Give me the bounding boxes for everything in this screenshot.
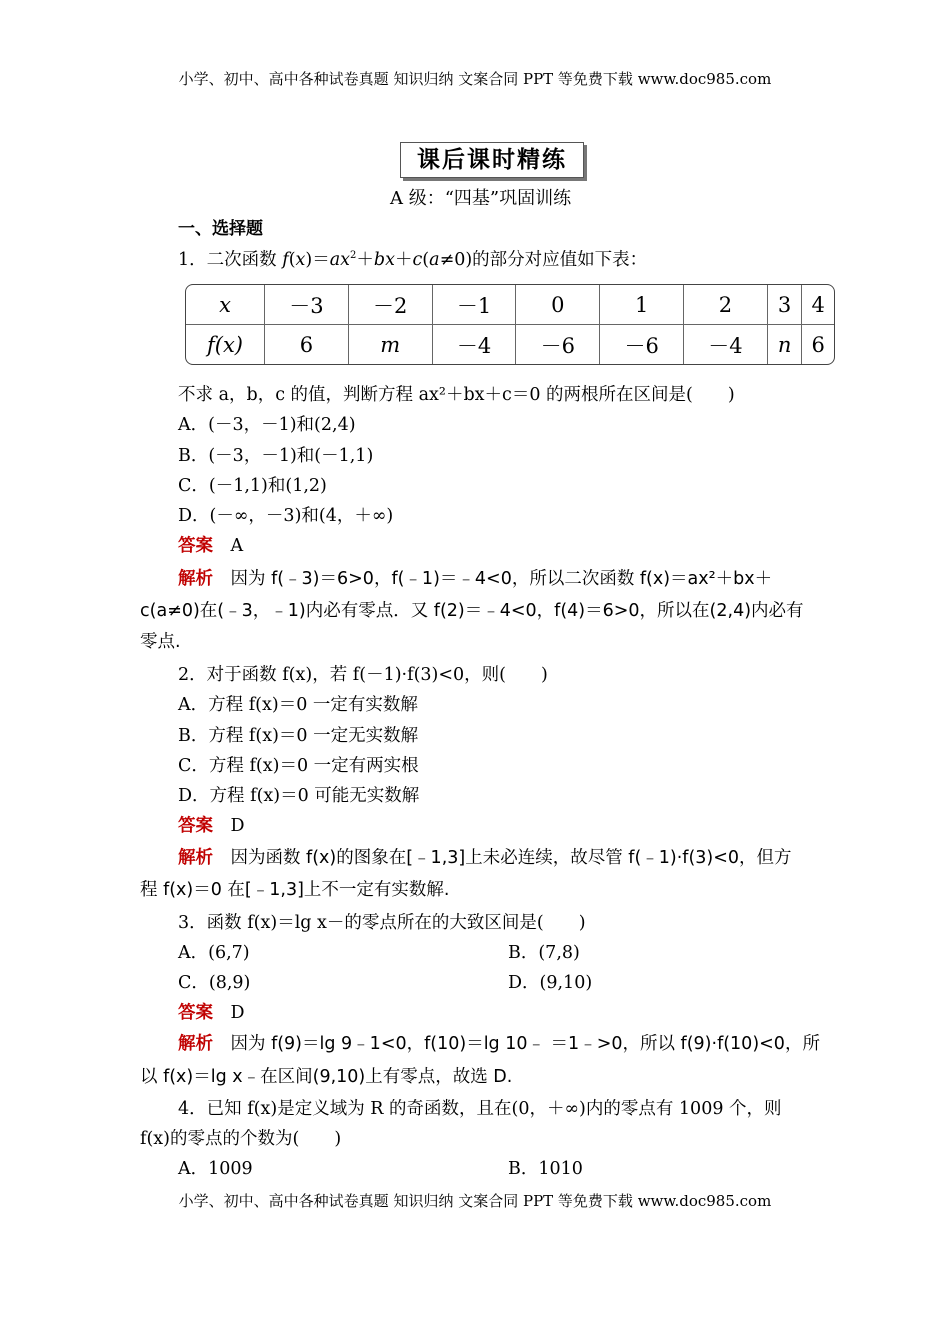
- q2-analysis-line-1: [178, 843, 792, 873]
- table-cell: 3: [768, 285, 802, 325]
- q1-analysis-line-1: [178, 564, 772, 594]
- q1-analysis-line-3: 零点.: [140, 632, 181, 652]
- q1-answer-value: A: [230, 536, 244, 556]
- q3-option-b: B．(7,8): [508, 943, 580, 963]
- q2-stem: 2．对于函数 f(x)，若 f(－1)·f(3)<0，则( ): [178, 665, 548, 685]
- table-cell: －3: [265, 285, 349, 325]
- analysis-label: 解析: [178, 569, 213, 589]
- q1-option-c: C．(－1,1)和(1,2): [178, 476, 327, 496]
- q2-option-a: A．方程 f(x)＝0 一定有实数解: [178, 695, 418, 715]
- q2-answer-value: D: [230, 816, 245, 836]
- table-cell: m: [349, 325, 433, 364]
- q3-option-a: A．(6,7): [178, 943, 250, 963]
- q2-option-c: C．方程 f(x)＝0 一定有两实根: [178, 756, 419, 776]
- table-header-fx: f(x): [186, 325, 265, 364]
- table-cell: －2: [349, 285, 433, 325]
- table-cell: 4: [802, 285, 834, 325]
- q3-answer-value: D: [230, 1003, 245, 1023]
- q2-option-d: D．方程 f(x)＝0 可能无实数解: [178, 786, 420, 806]
- q3-answer: [178, 998, 245, 1028]
- analysis-label: 解析: [178, 848, 213, 868]
- q1-question: 不求 a，b，c 的值，判断方程 ax²＋bx＋c＝0 的两根所在区间是( ): [178, 385, 735, 405]
- table-row-fx: [186, 325, 834, 364]
- q4-option-a: A．1009: [178, 1159, 253, 1179]
- table-cell: n: [768, 325, 802, 364]
- subtitle: A 级：“四基”巩固训练: [390, 188, 572, 209]
- q2-analysis-line-2: 程 f(x)＝0 在[﹣1,3]上不一定有实数解.: [140, 880, 450, 900]
- q3-analysis-line-2: 以 f(x)＝lg x﹣在区间(9,10)上有零点，故选 D.: [140, 1067, 513, 1087]
- q1-value-table: [185, 284, 835, 365]
- table-cell: －6: [516, 325, 600, 364]
- section-heading: 一、选择题: [178, 219, 263, 239]
- q2-answer: [178, 811, 245, 841]
- q3-option-c: C．(8,9): [178, 973, 251, 993]
- analysis-label: 解析: [178, 1034, 213, 1054]
- table-cell: －1: [433, 285, 517, 325]
- section-title-box: 课后课时精练: [400, 142, 584, 178]
- q4-stem-line-2: f(x)的零点的个数为( ): [140, 1129, 342, 1149]
- table-row-x: [186, 285, 834, 325]
- answer-label: 答案: [178, 536, 213, 556]
- answer-label: 答案: [178, 1003, 213, 1023]
- table-cell: 6: [811, 332, 825, 357]
- table-cell: －6: [600, 325, 684, 364]
- q1-analysis-line-2: c(a≠0)在(﹣3，﹣1)内必有零点．又 f(2)＝﹣4<0，f(4)＝6>0，所以在(2,4)内必有: [140, 601, 804, 621]
- q3-stem: 3．函数 f(x)＝lg x－的零点所在的大致区间是( ): [178, 913, 586, 933]
- q4-stem-line-1: 4．已知 f(x)是定义域为 R 的奇函数，且在(0，＋∞)内的零点有 1009 个，则: [178, 1099, 782, 1119]
- page-footer: 小学、初中、高中各种试卷真题 知识归纳 文案合同 PPT 等免费下载 www.doc985.com: [178, 1192, 772, 1210]
- table-cell: －4: [684, 325, 768, 364]
- table-cell: 0: [516, 285, 600, 325]
- analysis-text: 因为函数 f(x)的图象在[﹣1,3]上未必连续，故尽管 f(﹣1)·f(3)<0，但方: [230, 848, 792, 868]
- q3-option-d: D．(9,10): [508, 973, 593, 993]
- q1-stem: 1．二次函数 $f(x)=ax^2+bx+c(a\ne 0)$的部分对应值如下表：: [178, 250, 648, 270]
- table-cell: 1: [600, 285, 684, 325]
- q4-option-b: B．1010: [508, 1159, 583, 1179]
- table-cell: 6: [265, 325, 349, 364]
- q1-option-b: B．(－3，－1)和(－1,1): [178, 446, 374, 466]
- page-header: 小学、初中、高中各种试卷真题 知识归纳 文案合同 PPT 等免费下载 www.doc985.com: [178, 70, 772, 88]
- analysis-text: 因为 f(﹣3)＝6>0，f(﹣1)＝﹣4<0，所以二次函数 f(x)＝ax²＋bx＋: [230, 569, 773, 589]
- answer-label: 答案: [178, 816, 213, 836]
- table-header-x: x: [186, 285, 265, 325]
- table-cell: －4: [433, 325, 517, 364]
- q1-option-a: A．(－3，－1)和(2,4): [178, 415, 356, 435]
- q1-option-d: D．(－∞，－3)和(4，＋∞): [178, 506, 394, 526]
- q1-answer: [178, 531, 243, 561]
- q2-option-b: B．方程 f(x)＝0 一定无实数解: [178, 726, 419, 746]
- q3-analysis-line-1: [178, 1029, 820, 1059]
- analysis-text: 因为 f(9)＝lg 9﹣1<0，f(10)＝lg 10﹣ ＝1﹣>0，所以 f(9)·f(10)<0，所: [230, 1034, 820, 1054]
- table-cell: 2: [684, 285, 768, 325]
